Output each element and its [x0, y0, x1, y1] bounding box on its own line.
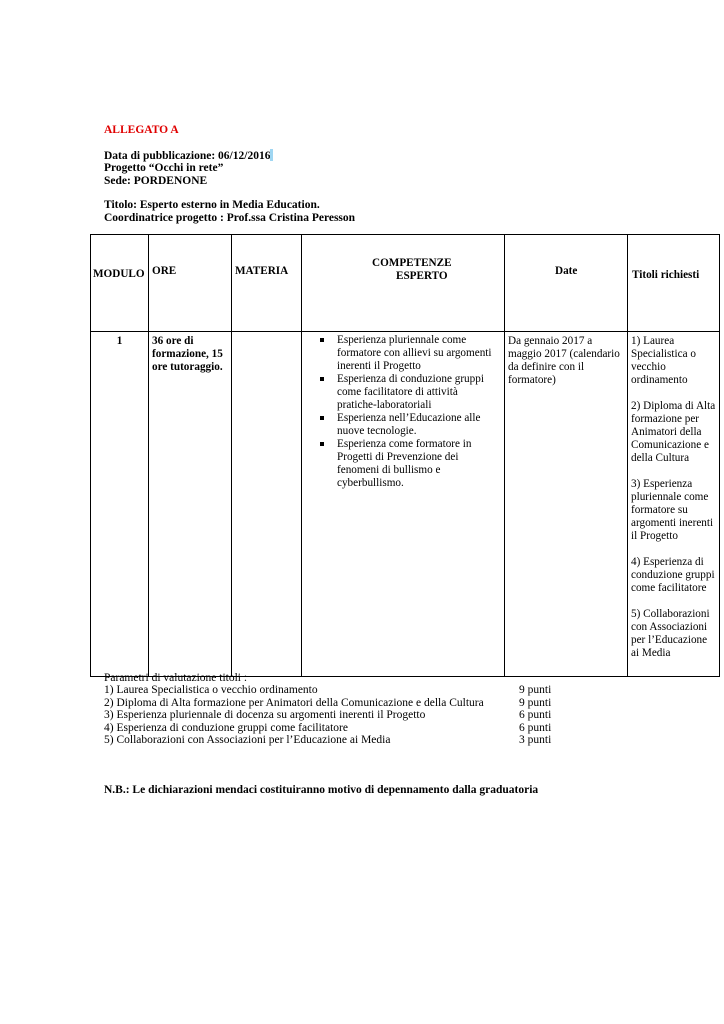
header-esperto: ESPERTO: [396, 270, 448, 282]
header-titoli: Titoli richiesti: [632, 269, 700, 281]
project-site: Sede: PORDENONE: [104, 175, 208, 187]
evaluation-parameters: [104, 672, 554, 746]
ore-cell: [149, 332, 232, 677]
titoli-list: [628, 332, 719, 676]
parameter-points: 3 punti: [519, 733, 552, 746]
competenze-list: [302, 332, 504, 490]
publication-date-text: Data di pubblicazione: 06/12/2016: [104, 150, 271, 162]
header-date: Date: [555, 265, 578, 277]
allegato-heading: ALLEGATO A: [104, 124, 179, 136]
table-row: [91, 332, 720, 677]
list-item: 4) Esperienza di conduzione gruppi come facilitatore: [631, 556, 715, 594]
materia-value: [232, 332, 301, 338]
modulo-value: 1: [116, 335, 123, 347]
parameter-label: 5) Collaborazioni con Associazioni per l’Educazione ai Media: [104, 733, 391, 746]
parameter-points: 6 punti: [519, 709, 552, 722]
header-ore-cell: [149, 235, 232, 332]
parameter-row: [104, 709, 554, 721]
parameters-title: Parametri di valutazione titoli :: [104, 672, 248, 684]
header-titoli-cell: [628, 235, 720, 332]
table-header-row: [91, 235, 720, 332]
publication-date: [104, 149, 273, 163]
header-competenze-cell: [302, 235, 505, 332]
parameter-label: 3) Esperienza pluriennale di docenza su argomenti inerenti il Progetto: [104, 709, 426, 722]
header-ore: ORE: [152, 265, 177, 277]
header-materia: MATERIA: [235, 265, 289, 277]
list-item: 1) Laurea Specialistica o vecchio ordinamento: [631, 335, 696, 386]
parameter-row: [104, 684, 554, 696]
position-title: Titolo: Esperto esterno in Media Education.: [104, 199, 320, 211]
header-competenze: COMPETENZE: [372, 257, 452, 269]
list-item: 2) Diploma di Alta formazione per Animatori della Comunicazione e della Cultura: [631, 400, 716, 464]
parameter-points: 6 punti: [519, 721, 552, 734]
list-item: 5) Collaborazioni con Associazioni per l’Educazione ai Media: [631, 608, 710, 659]
header-modulo: MODULO: [93, 268, 145, 280]
header-materia-cell: [232, 235, 302, 332]
parameter-row: [104, 734, 554, 746]
disclaimer-note: N.B.: Le dichiarazioni mendaci costituiranno motivo di depennamento dalla graduatoria: [104, 784, 539, 796]
text-cursor-highlight: [270, 149, 273, 161]
materia-cell: [232, 332, 302, 677]
project-name: Progetto “Occhi in rete”: [104, 162, 224, 174]
parameter-points: 9 punti: [519, 696, 552, 709]
parameter-points: 9 punti: [519, 684, 552, 697]
project-coordinator: Coordinatrice progetto : Prof.ssa Cristina Peresson: [104, 212, 356, 224]
header-modulo-cell: [91, 235, 149, 332]
titoli-cell: [628, 332, 720, 677]
parameter-label: 1) Laurea Specialistica o vecchio ordinamento: [104, 684, 318, 697]
date-value: Da gennaio 2017 a maggio 2017 (calendario da definire con il formatore): [508, 335, 620, 386]
list-item: Esperienza come formatore in Progetti di Prevenzione dei fenomeni di bullismo e cyberbullismo.: [302, 438, 504, 490]
parameter-label: 4) Esperienza di conduzione gruppi come facilitatore: [104, 721, 348, 734]
list-item: Esperienza di conduzione gruppi come facilitatore di attività pratiche-laboratoriali: [302, 373, 504, 412]
ore-value: 36 ore di formazione, 15 ore tutoraggio.: [152, 335, 223, 373]
list-item: Esperienza nell’Educazione alle nuove tecnologie.: [302, 412, 504, 438]
list-item: Esperienza pluriennale come formatore con allievi su argomenti inerenti il Progetto: [302, 334, 504, 373]
date-cell: [505, 332, 628, 677]
requirements-table: [90, 234, 720, 677]
competenze-cell: [302, 332, 505, 677]
header-date-cell: [505, 235, 628, 332]
parameter-row: [104, 697, 554, 709]
list-item: 3) Esperienza pluriennale come formatore su argomenti inerenti il Progetto: [631, 478, 714, 542]
parameter-row: [104, 722, 554, 734]
parameter-label: 2) Diploma di Alta formazione per Animatori della Comunicazione e della Cultura: [104, 696, 484, 709]
modulo-cell: [91, 332, 149, 677]
